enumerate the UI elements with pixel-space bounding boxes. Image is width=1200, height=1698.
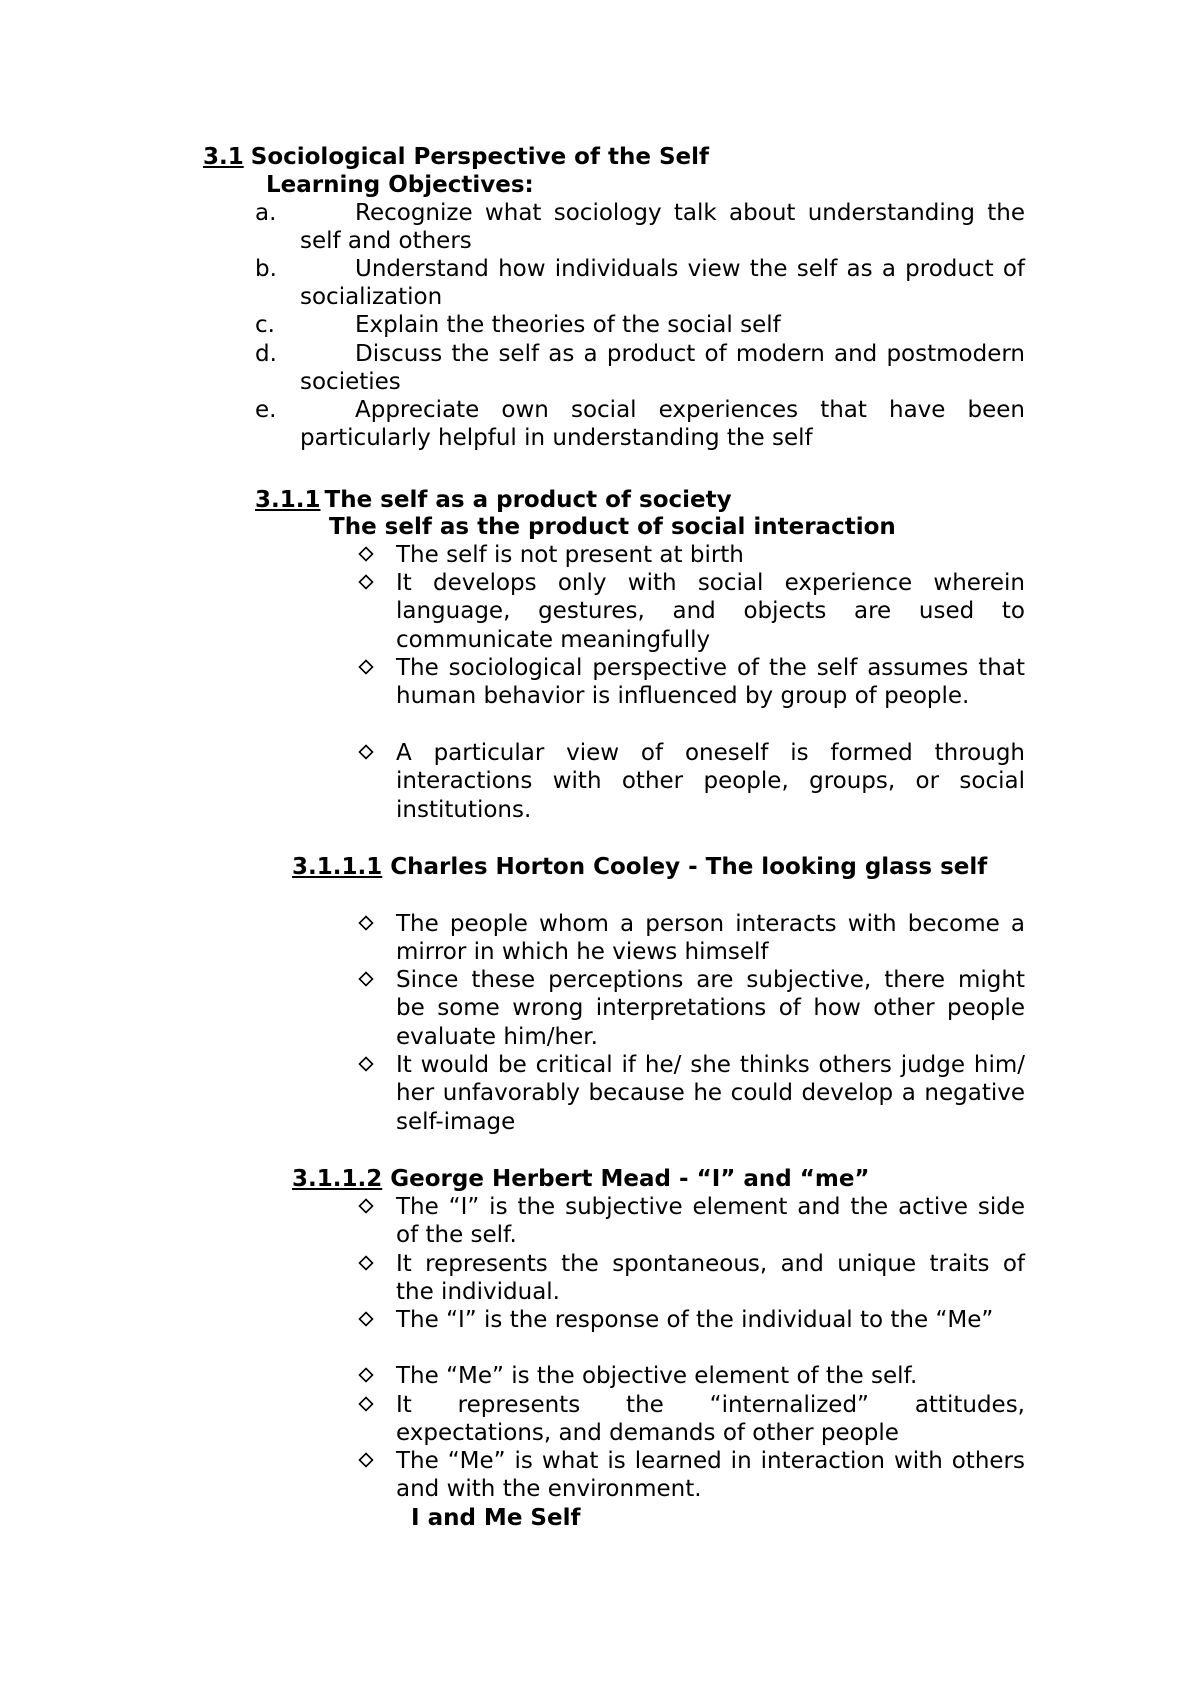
bullet-text: The people whom a person interacts with become a mirror in which he views himself bbox=[396, 911, 1025, 966]
mead-heading bbox=[292, 1165, 1025, 1193]
bullet-text: The “Me” is what is learned in interaction with others and with the environment. bbox=[396, 1448, 1025, 1503]
section-heading bbox=[203, 143, 709, 171]
subsection-title: The self as a product of society bbox=[324, 487, 732, 513]
objective-text: Understand how individuals view the self as a product of socialization bbox=[300, 256, 1025, 311]
diamond-outline-icon bbox=[358, 915, 374, 931]
section-number: 3.1 bbox=[203, 144, 244, 170]
objective-text: Explain the theories of the social self bbox=[355, 312, 781, 338]
bullet-text: The self is not present at birth bbox=[396, 542, 744, 568]
diamond-outline-icon bbox=[358, 1056, 374, 1072]
bullet-item bbox=[358, 1447, 1025, 1504]
bullet-item bbox=[358, 1306, 1025, 1334]
objective-item bbox=[255, 340, 1025, 397]
objective-text: Appreciate own social experiences that have been particularly helpful in understanding the self bbox=[300, 397, 1025, 452]
diamond-outline-icon bbox=[358, 1311, 374, 1327]
diamond-outline-icon bbox=[358, 1367, 374, 1383]
diamond-outline-icon bbox=[358, 1198, 374, 1214]
bullet-text: The “I” is the subjective element and the active side of the self. bbox=[396, 1194, 1025, 1249]
objective-letter: a. bbox=[255, 200, 277, 226]
objective-text: Discuss the self as a product of modern and postmodern societies bbox=[300, 341, 1025, 396]
objective-item bbox=[255, 311, 1025, 339]
objective-item bbox=[255, 199, 1025, 256]
diamond-outline-icon bbox=[358, 574, 374, 590]
bullet-text: The “Me” is the objective element of the self. bbox=[396, 1363, 918, 1389]
bullet-text: The sociological perspective of the self assumes that human behavior is influenced by group of people. bbox=[396, 655, 1025, 710]
bullet-item bbox=[358, 1193, 1025, 1250]
bullet-text: It would be critical if he/ she thinks others judge him/ her unfavorably because he could develop a negative self-image bbox=[396, 1052, 1025, 1135]
subsection-subtitle: The self as the product of social interaction bbox=[329, 514, 896, 540]
bullet-item bbox=[358, 1250, 1025, 1307]
cooley-number: 3.1.1.1 bbox=[292, 854, 383, 880]
bullet-text: Since these perceptions are subjective, there might be some wrong interpretations of how other people evaluate him/her. bbox=[396, 967, 1025, 1050]
bullet-item bbox=[358, 654, 1025, 711]
bullet-text: The “I” is the response of the individual to the “Me” bbox=[396, 1307, 994, 1333]
diamond-outline-icon bbox=[358, 546, 374, 562]
diamond-outline-icon bbox=[358, 659, 374, 675]
bullet-item bbox=[358, 1362, 1025, 1390]
bullet-text: A particular view of oneself is formed through interactions with other people, groups, or social institutions. bbox=[396, 740, 1025, 823]
objective-letter: d. bbox=[255, 341, 277, 367]
bullet-item bbox=[358, 541, 1025, 569]
bullet-text: It represents the spontaneous, and unique traits of the individual. bbox=[396, 1251, 1025, 1306]
cooley-heading bbox=[292, 853, 1025, 881]
diamond-outline-icon bbox=[358, 1255, 374, 1271]
mead-title: George Herbert Mead - “I” and “me” bbox=[390, 1166, 870, 1192]
bullet-item bbox=[358, 1051, 1025, 1136]
subsection-number: 3.1.1 bbox=[255, 487, 321, 513]
subsection-heading bbox=[255, 486, 732, 514]
diamond-outline-icon bbox=[358, 1452, 374, 1468]
section-title: Sociological Perspective of the Self bbox=[250, 144, 710, 170]
bullet-item bbox=[358, 910, 1025, 967]
diamond-outline-icon bbox=[358, 744, 374, 760]
objectives-title: Learning Objectives: bbox=[266, 172, 534, 198]
objective-letter: e. bbox=[255, 397, 277, 423]
diamond-outline-icon bbox=[358, 1396, 374, 1412]
objective-letter: b. bbox=[255, 256, 277, 282]
cooley-title: Charles Horton Cooley - The looking glass self bbox=[390, 854, 988, 880]
bullet-text: It represents the “internalized” attitudes, expectations, and demands of other people bbox=[396, 1392, 1025, 1447]
objective-item bbox=[255, 255, 1025, 312]
bullet-item bbox=[358, 569, 1025, 654]
diamond-outline-icon bbox=[358, 971, 374, 987]
mead-number: 3.1.1.2 bbox=[292, 1166, 383, 1192]
objective-text: Recognize what sociology talk about understanding the self and others bbox=[300, 200, 1025, 255]
objective-letter: c. bbox=[255, 312, 275, 338]
bullet-item bbox=[358, 1391, 1025, 1448]
bullet-item bbox=[358, 739, 1025, 824]
objective-item bbox=[255, 396, 1025, 453]
bullet-item bbox=[358, 966, 1025, 1051]
bullet-text: It develops only with social experience wherein language, gestures, and objects are used to communicate meaningfully bbox=[396, 570, 1025, 653]
i-and-me-subheading: I and Me Self bbox=[411, 1505, 581, 1531]
